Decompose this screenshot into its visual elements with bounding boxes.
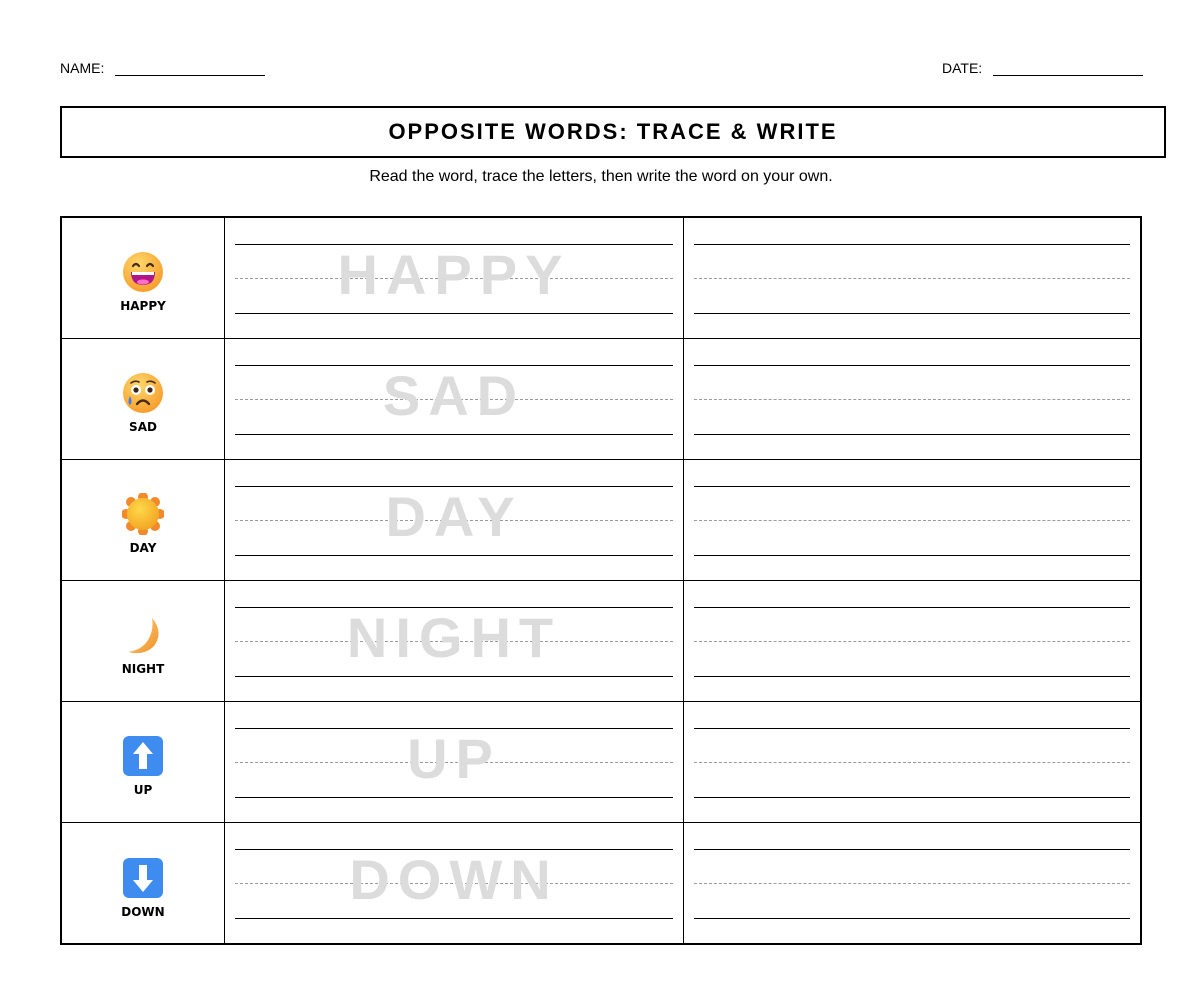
name-input-line[interactable]: [115, 64, 265, 76]
midline-dashed: [694, 641, 1130, 642]
name-label: NAME:: [60, 60, 105, 76]
word-label: HAPPY: [120, 299, 166, 313]
trace-cell[interactable]: [225, 581, 684, 701]
worksheet-row: [62, 460, 1140, 581]
page-title: OPPOSITE WORDS: TRACE & WRITE: [388, 119, 838, 144]
date-field: [942, 60, 1143, 76]
title-box: [60, 106, 1166, 158]
write-cell[interactable]: [684, 339, 1140, 459]
baseline: [235, 313, 673, 314]
baseline: [235, 555, 673, 556]
picture-cell: [62, 460, 225, 580]
baseline: [235, 434, 673, 435]
top-guideline: [694, 849, 1130, 850]
baseline: [235, 918, 673, 919]
worksheet-row: [62, 339, 1140, 460]
trace-word: UP: [407, 727, 501, 790]
baseline: [694, 797, 1130, 798]
up-arrow-icon: [122, 735, 164, 777]
date-label: DATE:: [942, 60, 983, 76]
word-label: NIGHT: [121, 662, 165, 676]
down-arrow-icon: [122, 857, 164, 899]
word-label: DOWN: [121, 905, 165, 919]
grinning-face-icon: [122, 251, 164, 293]
worksheet-table: [60, 216, 1142, 945]
sun-icon: [122, 493, 164, 535]
date-input-line[interactable]: [993, 64, 1143, 76]
worksheet-row: [62, 823, 1140, 945]
crying-face-icon: [122, 372, 164, 414]
trace-cell[interactable]: [225, 823, 684, 945]
write-cell[interactable]: [684, 581, 1140, 701]
trace-cell[interactable]: [225, 460, 684, 580]
write-cell[interactable]: [684, 823, 1140, 945]
instructions: Read the word, trace the letters, then write the word on your own.: [369, 168, 833, 185]
baseline: [694, 313, 1130, 314]
midline-dashed: [694, 399, 1130, 400]
picture-cell: [62, 218, 225, 338]
worksheet-row: [62, 581, 1140, 702]
trace-word: DOWN: [349, 848, 559, 911]
top-guideline: [694, 607, 1130, 608]
trace-cell[interactable]: [225, 702, 684, 822]
trace-cell[interactable]: [225, 218, 684, 338]
top-guideline: [694, 486, 1130, 487]
baseline: [235, 797, 673, 798]
write-cell[interactable]: [684, 460, 1140, 580]
top-guideline: [694, 244, 1130, 245]
write-cell[interactable]: [684, 218, 1140, 338]
trace-word: DAY: [385, 485, 523, 548]
baseline: [694, 555, 1130, 556]
midline-dashed: [694, 762, 1130, 763]
crescent-moon-icon: [122, 614, 164, 656]
trace-word: SAD: [382, 364, 526, 427]
picture-cell: [62, 823, 225, 945]
name-field: [60, 60, 265, 76]
word-label: SAD: [129, 420, 157, 434]
picture-cell: [62, 581, 225, 701]
baseline: [694, 918, 1130, 919]
midline-dashed: [694, 883, 1130, 884]
trace-cell[interactable]: [225, 339, 684, 459]
trace-word: NIGHT: [346, 606, 562, 669]
word-label: DAY: [129, 541, 157, 555]
word-label: UP: [133, 783, 153, 797]
top-guideline: [694, 365, 1130, 366]
midline-dashed: [694, 278, 1130, 279]
worksheet-row: [62, 218, 1140, 339]
write-cell[interactable]: [684, 702, 1140, 822]
top-guideline: [694, 728, 1130, 729]
baseline: [235, 676, 673, 677]
baseline: [694, 434, 1130, 435]
midline-dashed: [694, 520, 1130, 521]
trace-word: HAPPY: [337, 243, 571, 306]
baseline: [694, 676, 1130, 677]
picture-cell: [62, 702, 225, 822]
picture-cell: [62, 339, 225, 459]
worksheet-row: [62, 702, 1140, 823]
